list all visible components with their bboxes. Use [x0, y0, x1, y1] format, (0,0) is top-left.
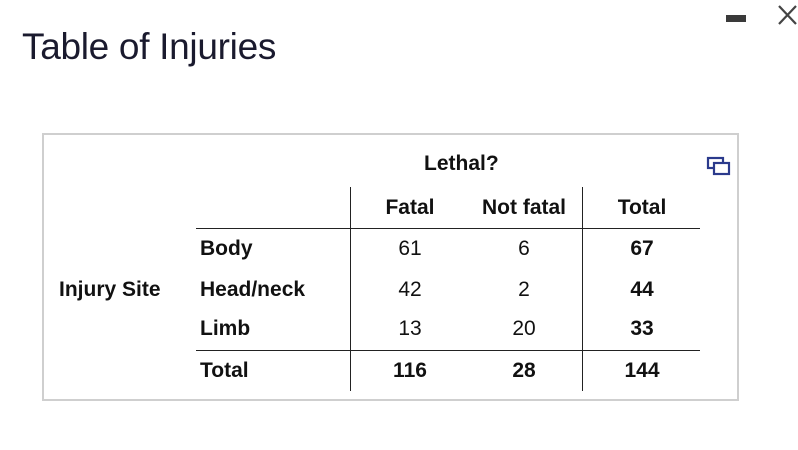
row-group-label: Injury Site — [59, 278, 161, 301]
row-label: Total — [200, 359, 249, 382]
cell-not-fatal: 28 — [512, 359, 536, 382]
cell-not-fatal: 6 — [518, 237, 530, 260]
cell-total: 67 — [630, 237, 654, 260]
popout-icon[interactable] — [706, 156, 732, 176]
cell-fatal: 116 — [393, 359, 427, 382]
minimize-icon[interactable] — [726, 15, 746, 22]
totals-divider — [196, 350, 700, 351]
cell-total: 33 — [630, 317, 654, 340]
column-header-total: Total — [617, 196, 667, 219]
close-icon[interactable] — [776, 2, 798, 28]
row-label: Body — [200, 237, 253, 260]
cell-fatal: 13 — [398, 317, 422, 340]
cell-fatal: 42 — [398, 278, 422, 301]
cell-total: 144 — [624, 359, 660, 382]
header-divider — [196, 228, 700, 229]
column-group-header: Lethal? — [424, 152, 499, 175]
row-label: Head/neck — [200, 278, 306, 301]
cell-total: 44 — [630, 278, 654, 301]
cell-fatal: 61 — [398, 237, 422, 260]
page-title: Table of Injuries — [22, 26, 277, 67]
cell-not-fatal: 2 — [518, 278, 530, 301]
row-label: Limb — [200, 317, 251, 340]
column-header-fatal: Fatal — [385, 196, 435, 219]
row-label-divider — [350, 187, 351, 391]
total-column-divider — [582, 187, 583, 391]
column-header-not-fatal: Not fatal — [482, 196, 566, 219]
cell-not-fatal: 20 — [512, 317, 536, 340]
